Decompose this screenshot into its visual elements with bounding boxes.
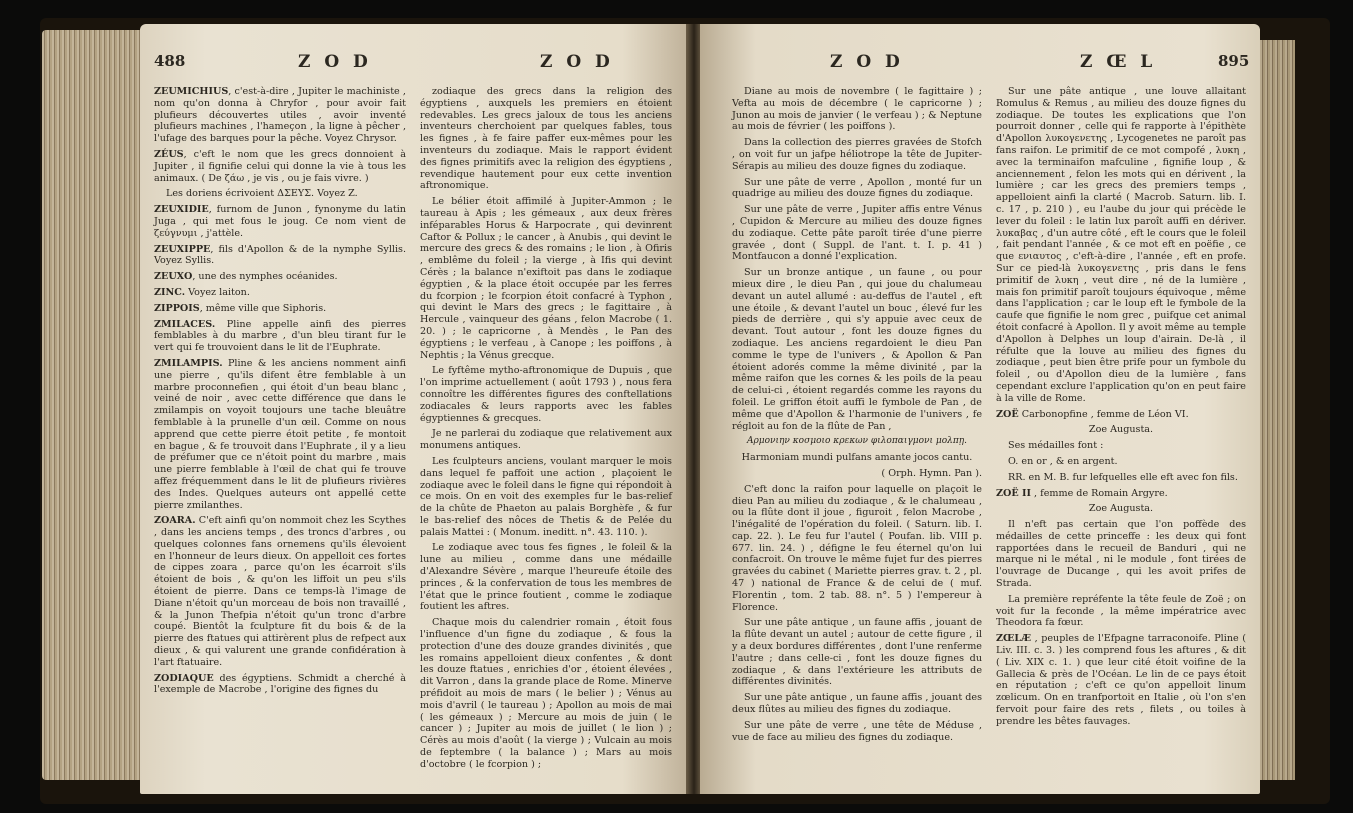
right-column-2: [996, 86, 1246, 732]
headword: ZOË: [996, 408, 1019, 420]
headword: ZŒLÆ: [996, 633, 1031, 645]
paragraph: [154, 204, 406, 239]
paragraph-text: Zoe Augusta.: [1088, 503, 1154, 515]
paragraph: [996, 633, 1246, 727]
right-page: [700, 24, 1260, 794]
paragraph-text: Αρμονιην κοσμοιο κρεκων φιλοπαιγμονι μολπῃ.: [746, 436, 968, 447]
paragraph: [154, 271, 406, 283]
paragraph: [420, 428, 672, 452]
paragraph: [996, 424, 1246, 436]
paragraph: [732, 484, 982, 614]
paragraph: [154, 358, 406, 511]
left-running-head-2: Z O D: [540, 52, 614, 72]
paragraph: [154, 244, 406, 268]
paragraph-text: Les doriens écrivoient ΔΣΕΥΣ. Voyez Z.: [166, 188, 358, 200]
paragraph-text: , peuples de l'Efpagne tarraconoife. Pline ( Liv. III. c. 3. ) les comprend fous les aftures , & dit ( Liv. XIX c. 1. ) que leur cité étoit voifine de la Gallecia & près de l'Océan. Le lin de ce pays étoit en réputation ; c'eft ce qu'on appelloit linum zœlicum. On en tranfportoit en Italie , où l'on s'en fervoit pour faire des rets , filets , ou toiles à prendre les bêtes fauvages.: [996, 633, 1246, 727]
paragraph: [732, 137, 982, 172]
paragraph: [996, 519, 1246, 590]
paragraph-text: Zoe Augusta.: [1088, 424, 1154, 436]
headword: ZMILAMPIS.: [154, 357, 223, 369]
headword: ZEUXIDIE: [154, 204, 209, 216]
headword: ZEUXO: [154, 271, 193, 283]
paragraph-text: , c'est-à-dire , Jupiter le machiniste , nom qu'on donna à Chryfor , pour avoir fait plufieurs découvertes utiles , avoir inventé plufieurs machines , l'hameçon , la ligne à pêcher , l'ufage des barques pour la pêche. Voyez Chrysor.: [154, 86, 406, 145]
paragraph-text: RR. en M. B. fur lefquelles elle eft avec fon fils.: [1008, 471, 1238, 483]
right-column-1: [732, 86, 982, 747]
paragraph: [996, 472, 1246, 484]
paragraph: [996, 86, 1246, 405]
headword: ZOË II: [996, 487, 1031, 499]
right-running-head-1: Z O D: [830, 52, 904, 72]
right-page-number: 895: [1218, 52, 1250, 70]
paragraph-text: Sur une pâte antique , un faune affis , jouant de la flûte devant un autel ; autour de cette figure , il y a deux bordures différentes , dont l'une renferme l'autre ; dans celle-ci , font les douze fignes du zodiaque , & dans l'extérieure les attributs de différentes divinités.: [732, 617, 982, 688]
paragraph: [996, 409, 1246, 421]
paragraph-text: Sur une pâte antique , une louve allaitant Romulus & Remus , au milieu des douze fignes du zodiaque. De toutes les explications que l'on pourroit donner , celle qui fe rapporte à l'épithète d'Apollon λυκογενετης , Lycogenetes ne paroît pas fans raifon. Le primitif de ce mot compofé , λυκη , avec la terminaifon mafculine , fignifie loup , & anciennement , felon les mots qui en dérivent , la lumière ; car les grecs des premiers temps , appelloient ainfi la clarté ( Macrob. Saturn. lib. I. c. 17 , p. 210 ) , eu l'aube du jour qui précède le lever du foleil : le latin lux paroît auffi en dériver. λυκαβας , d'un autre côté , eft le cours que le foleil , fait pendant l'année , & ce mot eft en poëfie , ce que ενιαυτος , c'eft-à-dire , l'année , eft en profe. Sur ce pied-là λυκογενετης , pris dans le fens primitif de λυκη , veut dire , né de la lumière , mais fon primitif paroît toujours équivoque , même dans l'application ; car le loup eft le fymbole de la caufe que fignifie le nom grec , puifque cet animal étoit confacré à Apollon. Il y avoit même au temple d'Apollon à Delphes un loup d'airain. De-là , il réfulte que la louve au milieu des fignes du zodiaque , peut bien être prife pour un fymbole du foleil , ou d'Apollon dieu de la lumière , fans cependant exclure l'application qu'on en peut faire à la ville de Rome.: [996, 86, 1246, 404]
headword: ZMILACES.: [154, 318, 216, 330]
left-page: [140, 24, 688, 794]
paragraph: [154, 673, 406, 697]
left-column-2: [420, 86, 672, 775]
paragraph-text: Sur un bronze antique , un faune , ou pour mieux dire , le dieu Pan , qui joue du chalumeau devant un autel allumé : au-deffus de l'autel , eft une étoile , & devant l'autel un bouc , élevé fur les pieds de derrière , qui s'y appuie avec ceux de devant. Tout autour , font les douze fignes du zodiaque. Les anciens regardoient le dieu Pan comme le type de l'univers , & Apollon & Pan étoient adorés comme la même divinité , par la même raifon que les cornes & les poils de la peau de celui-ci , étoient regardés comme les rayons du foleil. Le griffon étoit auffi le fymbole de Pan , de même que d'Apollon & l'harmonie de l'univers , fe régloit au fon de la flûte de Pan ,: [732, 267, 982, 432]
paragraph-text: O. en or , & en argent.: [1008, 455, 1118, 467]
left-page-number: 488: [154, 52, 186, 70]
paragraph-text: Dans la collection des pierres gravées de Stofch , on voit fur un jafpe héliotrope la tête de Jupiter-Sérapis au milieu des douze fignes du zodiaque.: [732, 137, 982, 172]
page-edges-left: [42, 30, 147, 780]
paragraph: [154, 149, 406, 184]
paragraph: [154, 303, 406, 315]
paragraph: [420, 456, 672, 539]
paragraph-text: Le fyftême mytho-aftronomique de Dupuis , que l'on imprime actuellement ( août 1793 ) , nous fera connoître les différentes figures des conftellations zodiacales & leurs rapports avec les fables égyptiennes & grecques.: [420, 365, 672, 424]
paragraph-text: Harmoniam mundi pulfans amante jocos cantu.: [741, 452, 973, 464]
paragraph-text: des égyptiens. Schmidt a cherché à l'exemple de Macrobe , l'origine des fignes du: [154, 672, 406, 696]
paragraph-text: Je ne parlerai du zodiaque que relativement aux monumens antiques.: [420, 428, 672, 452]
paragraph: [996, 488, 1246, 500]
paragraph-text: Sur une pâte de verre , une tête de Méduse , vue de face au milieu des fignes du zodiaque.: [732, 719, 982, 743]
paragraph: [996, 594, 1246, 629]
paragraph-text: , même ville que Siphoris.: [199, 302, 327, 314]
paragraph: [732, 692, 982, 716]
left-column-1: [154, 86, 406, 700]
paragraph: [154, 287, 406, 299]
paragraph-text: Voyez laiton.: [185, 286, 250, 298]
paragraph-text: , c'eft le nom que les grecs donnoient à Jupiter , il fignifie celui qui donne la vie à tous les animaux. ( De ζάω , je vis , ou je fais vivre. ): [154, 148, 406, 184]
paragraph-text: Il n'eft pas certain que l'on poffède des médailles de cette princeffe : les deux qui font rapportées dans le recueil de Banduri , qui ne marque ni le métal , ni le module , font tirées de l'ouvrage de Ducange , qui les avoit prifes de Strada.: [996, 519, 1246, 590]
headword: ZEUXIPPE: [154, 243, 211, 255]
paragraph: [732, 436, 982, 448]
paragraph-text: Pline & les anciens nomment ainfi une pierre , qu'ils difent être femblable à un marbre proconnefien , qui étoit d'un beau blanc , veiné de noir , avec cette différence que dans le zmilampis on voyoit toujours une tache bleuâtre femblable à la prunelle d'un œil. Comme on nous apprend que cette pierre étoit petite , fe montoit en bague , & fe trouvoit dans l'Euphrate , il y a lieu de préfumer que ce n'étoit point du marbre , mais une pierre femblable à l'œil de chat qui fe trouve affez fréquemment dans le lit de plufieurs rivières des Indes. Quelques auteurs ont appellé cette pierre zmilanthes.: [154, 357, 406, 511]
paragraph: [732, 86, 982, 133]
paragraph-text: La première repréfente la tête feule de Zoë ; on voit fur la feconde , la même impératrice avec Theodora fa fœur.: [996, 593, 1246, 629]
paragraph: [732, 204, 982, 263]
paragraph: [154, 515, 406, 668]
headword: ZODIAQUE: [154, 672, 214, 684]
paragraph-text: C'eft donc la raifon pour laquelle on plaçoit le dieu Pan au milieu du zodiaque , & le chalumeau , ou la flûte dont il joue , figuroit , felon Macrobe , l'inégalité de l'opération du foleil. ( Saturn. lib. I. cap. 22. ). Le feu fur l'autel ( Poufan. lib. VIII p. 677. lin. 24. ) , défigne le feu éternel qu'on lui confacroit. On trouve le même fujet fur des pierres gravées du cabinet ( Mariette pierres grav. t. 2 , pl. 47 ) national de France & de celui de ( muf. Florentin , tom. 2 tab. 88. n°. 5 ) l'empereur à Florence.: [732, 483, 982, 613]
paragraph: [420, 365, 672, 424]
paragraph: [420, 542, 672, 613]
paragraph: [996, 456, 1246, 468]
paragraph-text: zodiaque des grecs dans la religion des égyptiens , auxquels les premiers en étoient redevables. Les grecs jaloux de tous les anciens inventeurs cherchoient par quelques fables, tous les fignes , à fe faire paffer eux-mêmes pour les inventeurs du zodiaque. Mais le rapport évident des fignes primitifs avec la religion des égyptiens , revendique hautement pour eux cette invention aftronomique.: [420, 86, 672, 192]
headword: ZOARA.: [154, 515, 196, 527]
paragraph-text: , fils d'Apollon & de la nymphe Syllis. Voyez Syllis.: [154, 243, 406, 267]
left-running-head: [140, 52, 688, 80]
paragraph-text: , femme de Romain Argyre.: [1031, 487, 1168, 499]
paragraph: [420, 86, 672, 192]
paragraph: [154, 319, 406, 354]
paragraph: [154, 86, 406, 145]
paragraph-text: Sur une pâte antique , un faune affis , jouant des deux flûtes au milieu des fignes du zodiaque.: [732, 692, 982, 716]
headword: ZÉUS: [154, 148, 184, 160]
paragraph-text: , furnom de Junon , fynonyme du latin Juga , qui met fous le joug. Ce nom vient de ζεύγνυμι , j'attèle.: [154, 204, 406, 239]
paragraph-text: Diane au mois de novembre ( le fagittaire ) ; Vefta au mois de décembre ( le capricorne ) ; Junon au mois de janvier ( le verfeau ) ; & Neptune au mois de février ( les poiffons ).: [732, 86, 982, 133]
paragraph: [420, 196, 672, 361]
paragraph: [154, 188, 406, 200]
paragraph: [420, 617, 672, 770]
paragraph-text: Sur une pâte de verre , Jupiter affis entre Vénus , Cupidon & Mercure au milieu des douze fignes du zodiaque. Cette pâte paroît tirée d'une pierre gravée , dont ( Suppl. de l'ant. t. I. p. 41 ) Montfaucon a donné l'explication.: [732, 204, 982, 263]
paragraph-text: Sur une pâte de verre , Apollon , monté fur un quadrige au milieu des douze fignes du zodiaque.: [732, 176, 982, 200]
headword: ZIPPOIS: [154, 302, 200, 314]
right-running-head: [700, 52, 1260, 80]
paragraph-text: Le zodiaque avec tous fes fignes , le foleil & la lune au milieu , comme dans une médaille d'Alexandre Sévère , marque l'heureufe étoile des princes , & la confervation de tous les membres de l'état que le prince foutient , comme le zodiaque foutient les aftres.: [420, 542, 672, 613]
right-running-head-2: Z Œ L: [1080, 52, 1157, 72]
paragraph: [732, 468, 982, 480]
paragraph: [732, 617, 982, 688]
paragraph: [996, 503, 1246, 515]
paragraph: [732, 177, 982, 201]
headword: ZINC.: [154, 286, 186, 298]
left-running-head-1: Z O D: [298, 52, 372, 72]
paragraph: [732, 452, 982, 464]
paragraph-text: , une des nymphes océanides.: [192, 271, 338, 283]
paragraph-text: ( Orph. Hymn. Pan ).: [881, 467, 982, 479]
paragraph-text: Pline appelle ainfi des pierres femblables à du marbre , d'un bleu tirant fur le vert qui fe trouvoient dans le lit de l'Euphrate.: [154, 318, 406, 354]
paragraph: [732, 267, 982, 432]
paragraph-text: Chaque mois du calendrier romain , étoit fous l'influence d'un figne du zodiaque , & fous la protection d'une des douze grandes divinités , que les romains appelloient dieux confentes , & dont les douze ftatues , enrichies d'or , étoient élevées , dit Varron , dans la grande place de Rome. Minerve préfidoit au mois de mars ( le belier ) ; Vénus au mois d'avril ( le taureau ) ; Apollon au mois de mai ( les gémeaux ) ; Mercure au mois de juin ( le cancer ) ; Jupiter au mois de juillet ( le lion ) ; Cérès au mois d'août ( la vierge ) ; Vulcain au mois de feptembre ( la balance ) ; Mars au mois d'octobre ( le fcorpion ) ;: [420, 617, 672, 770]
paragraph-text: Les fculpteurs anciens, voulant marquer le mois dans lequel fe paffoit une action , plaçoient le zodiaque avec le foleil dans le figne qui répondoit à ce mois. On en voit des exemples fur le bas-relief de la chûte de Phaeton au palais Borghèfe , & fur le bas-relief des nôces de Thetis & de Pelée du palais Mattei : ( Monum. ineditt. n°. 43. 110. ).: [420, 455, 672, 538]
paragraph-text: C'eft ainfi qu'on nommoit chez les Scythes , dans les anciens temps , des troncs d'arbres , ou quelques colonnes fans ornemens qu'ils élevoient en l'honneur de leurs dieux. On appelloit ces fortes de cippes zoara , parce qu'on les écarroit s'ils étoient de bois , & qu'on les liffoit un peu s'ils étoient de pierre. Dans ce temps-là l'image de Diane n'étoit qu'un morceau de bois non travaillé , & la Junon Thefpia n'étoit qu'un tronc d'arbre coupé. Bientôt la fculpture fit du bois & de la pierre des ftatues qui attirèrent plus de refpect aux dieux , & qui valurent une grande confidération à l'art ftatuaire.: [154, 515, 406, 668]
paragraph: [996, 440, 1246, 452]
paragraph-text: Le bélier étoit affimilé à Jupiter-Ammon ; le taureau à Apis ; les gémeaux , aux deux frères inféparables Horus & Harpocrate , qui devinrent Caftor & Pollux ; le cancer , à Anubis , qui devint le mercure des grecs & des romains ; le lion , à Ofiris , emblême du foleil ; la vierge , à Ifis qui devint Cérès ; la balance n'exiftoit pas dans le zodiaque égyptien , & la place étoit occupée par les ferres du fcorpion ; le fcorpion étoit confacré à Typhon , qui devint le Mars des grecs ; le fagittaire , à Hercule , vainqueur des géans , felon Macrobe ( 1. 20. ) ; le capricorne , à Mendès , le Pan des égyptiens ; le verfeau , à Canope ; les poiffons , à Nephtis ; la Vénus grecque.: [420, 196, 672, 361]
headword: ZEUMICHIUS: [154, 86, 229, 97]
paragraph-text: Ses médailles font :: [1008, 440, 1104, 452]
paragraph: [732, 720, 982, 744]
paragraph-text: Carbonopfine , femme de Léon VI.: [1018, 408, 1189, 420]
